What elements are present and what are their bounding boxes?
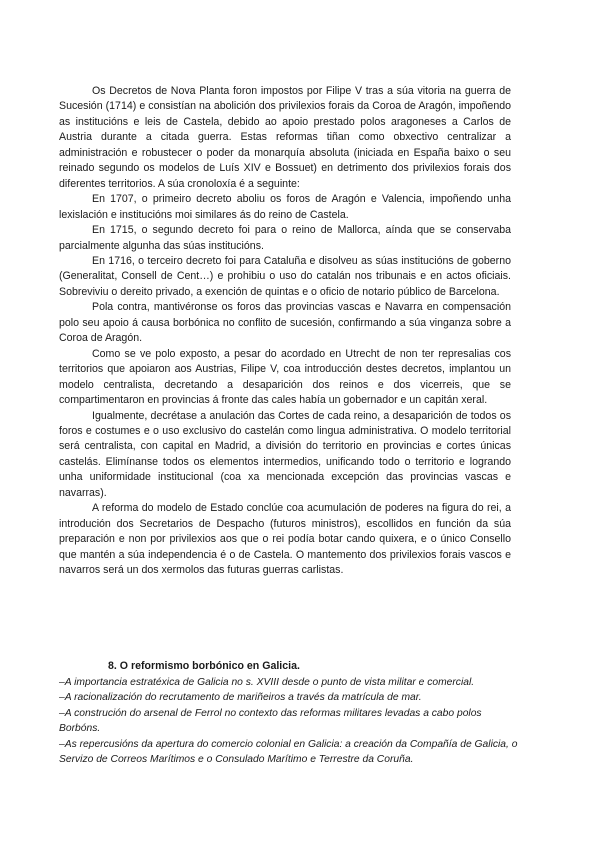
topic-item: –A importancia estratéxica de Galicia no s. XVIII desde o punto de vista militar e comercial. (59, 676, 475, 688)
topic-item: –A construción do arsenal de Ferrol no contexto das reformas militares levadas a cabo polos Borbóns. (59, 707, 482, 734)
body-text (59, 84, 511, 579)
paragraph-1716: En 1716, o terceiro decreto foi para Cataluña e disolveu as súas institucións de goberno (Generalitat, Consell de Cent…) e prohibiu o uso do catalán nos tribunais e en actos oficiais. Sobreviviu o dereito privado, a exención de quintas e o oficio de notario público de Barcelona. (59, 254, 511, 298)
topic-item: –A racionalización do recrutamento de mariñeiros a través da matrícula de mar. (59, 692, 422, 703)
paragraph-reforma-estado: A reforma do modelo de Estado conclúe coa acumulación de poderes na figura do rei, a introdución dos Secretarios de Despacho (futuros ministros), escollidos en función da súa preparación e non por privilexios aos que o rei podía botar cando quixera, e o único Consello que mantén a súa independencia é o de Castela. O mantemento dos privilexios forais vascos e navarros será un dos xermolos das futuras guerras carlistas. (59, 502, 511, 577)
section-heading: 8. O reformismo borbónico en Galicia. (108, 660, 300, 672)
paragraph-1715: En 1715, o segundo decreto foi para o reino de Mallorca, aínda que se conservaba parcialmente algunha das súas institucións. (59, 224, 511, 252)
paragraph-vascas-navarra: Pola contra, mantivéronse os foros das provincias vascas e Navarra en compensación polo seu apoio á causa borbónica no conflito de sucesión, confirmando a súa vinganza sobre a Coroa de Aragón. (59, 301, 511, 345)
paragraph-utrecht: Como se ve polo exposto, a pesar do acordado en Utrecht de non ter represalias cos territorios que apoiaron aos Austrias, Filipe V, coa introducción destes decretos, implantou un modelo centralista, decretando a desaparición dos reinos e dos vicerreis, que se compartimentaron en provincias á fronte das cales había un gobernador e un capitán xeral. (59, 347, 511, 407)
topic-list (59, 675, 519, 768)
section-reformismo-galicia (59, 659, 519, 768)
paragraph-intro: Os Decretos de Nova Planta foron impostos por Filipe V tras a súa vitoria na guerra de Sucesión (1714) e consistían na abolición dos privilexios forais da Coroa de Aragón, impoñendo as institucións e leis de Castela, debido ao apoio prestado polos aragoneses a Carlos de Austria durante a citada guerra. Estas reformas tiñan como obxectivo centralizar a administración e robustecer o poder da monarquía absoluta (iniciada en España baixo o seu reinado segundo os modelos de Luís XIV e Bossuet) en detrimento dos privilexios forais dos diferentes territorios. A súa cronoloxía é a seguinte: (59, 85, 511, 190)
paragraph-1707: En 1707, o primeiro decreto aboliu os foros de Aragón e Valencia, impoñendo unha lexislación e institucións moi similares ás do reino de Castela. (59, 193, 511, 221)
paragraph-cortes: Igualmente, decrétase a anulación das Cortes de cada reino, a desaparición de todos os foros e costumes e o uso exclusivo do castelán como lingua administrativa. O modelo territorial será centralista, con capital en Madrid, a división do territorio en provincias e cortes únicas castelás. Elimínanse todos os elementos intermedios, unificando todo o territorio e logrando unha uniformidade institucional (coa xa mencionada excepción das provincias vascas e navarras). (59, 409, 511, 499)
topic-item: –As repercusións da apertura do comercio colonial en Galicia: a creación da Compañía de Galicia, o Servizo de Correos Marítimos e o Consulado Marítimo e Terrestre da Coruña. (59, 738, 518, 765)
